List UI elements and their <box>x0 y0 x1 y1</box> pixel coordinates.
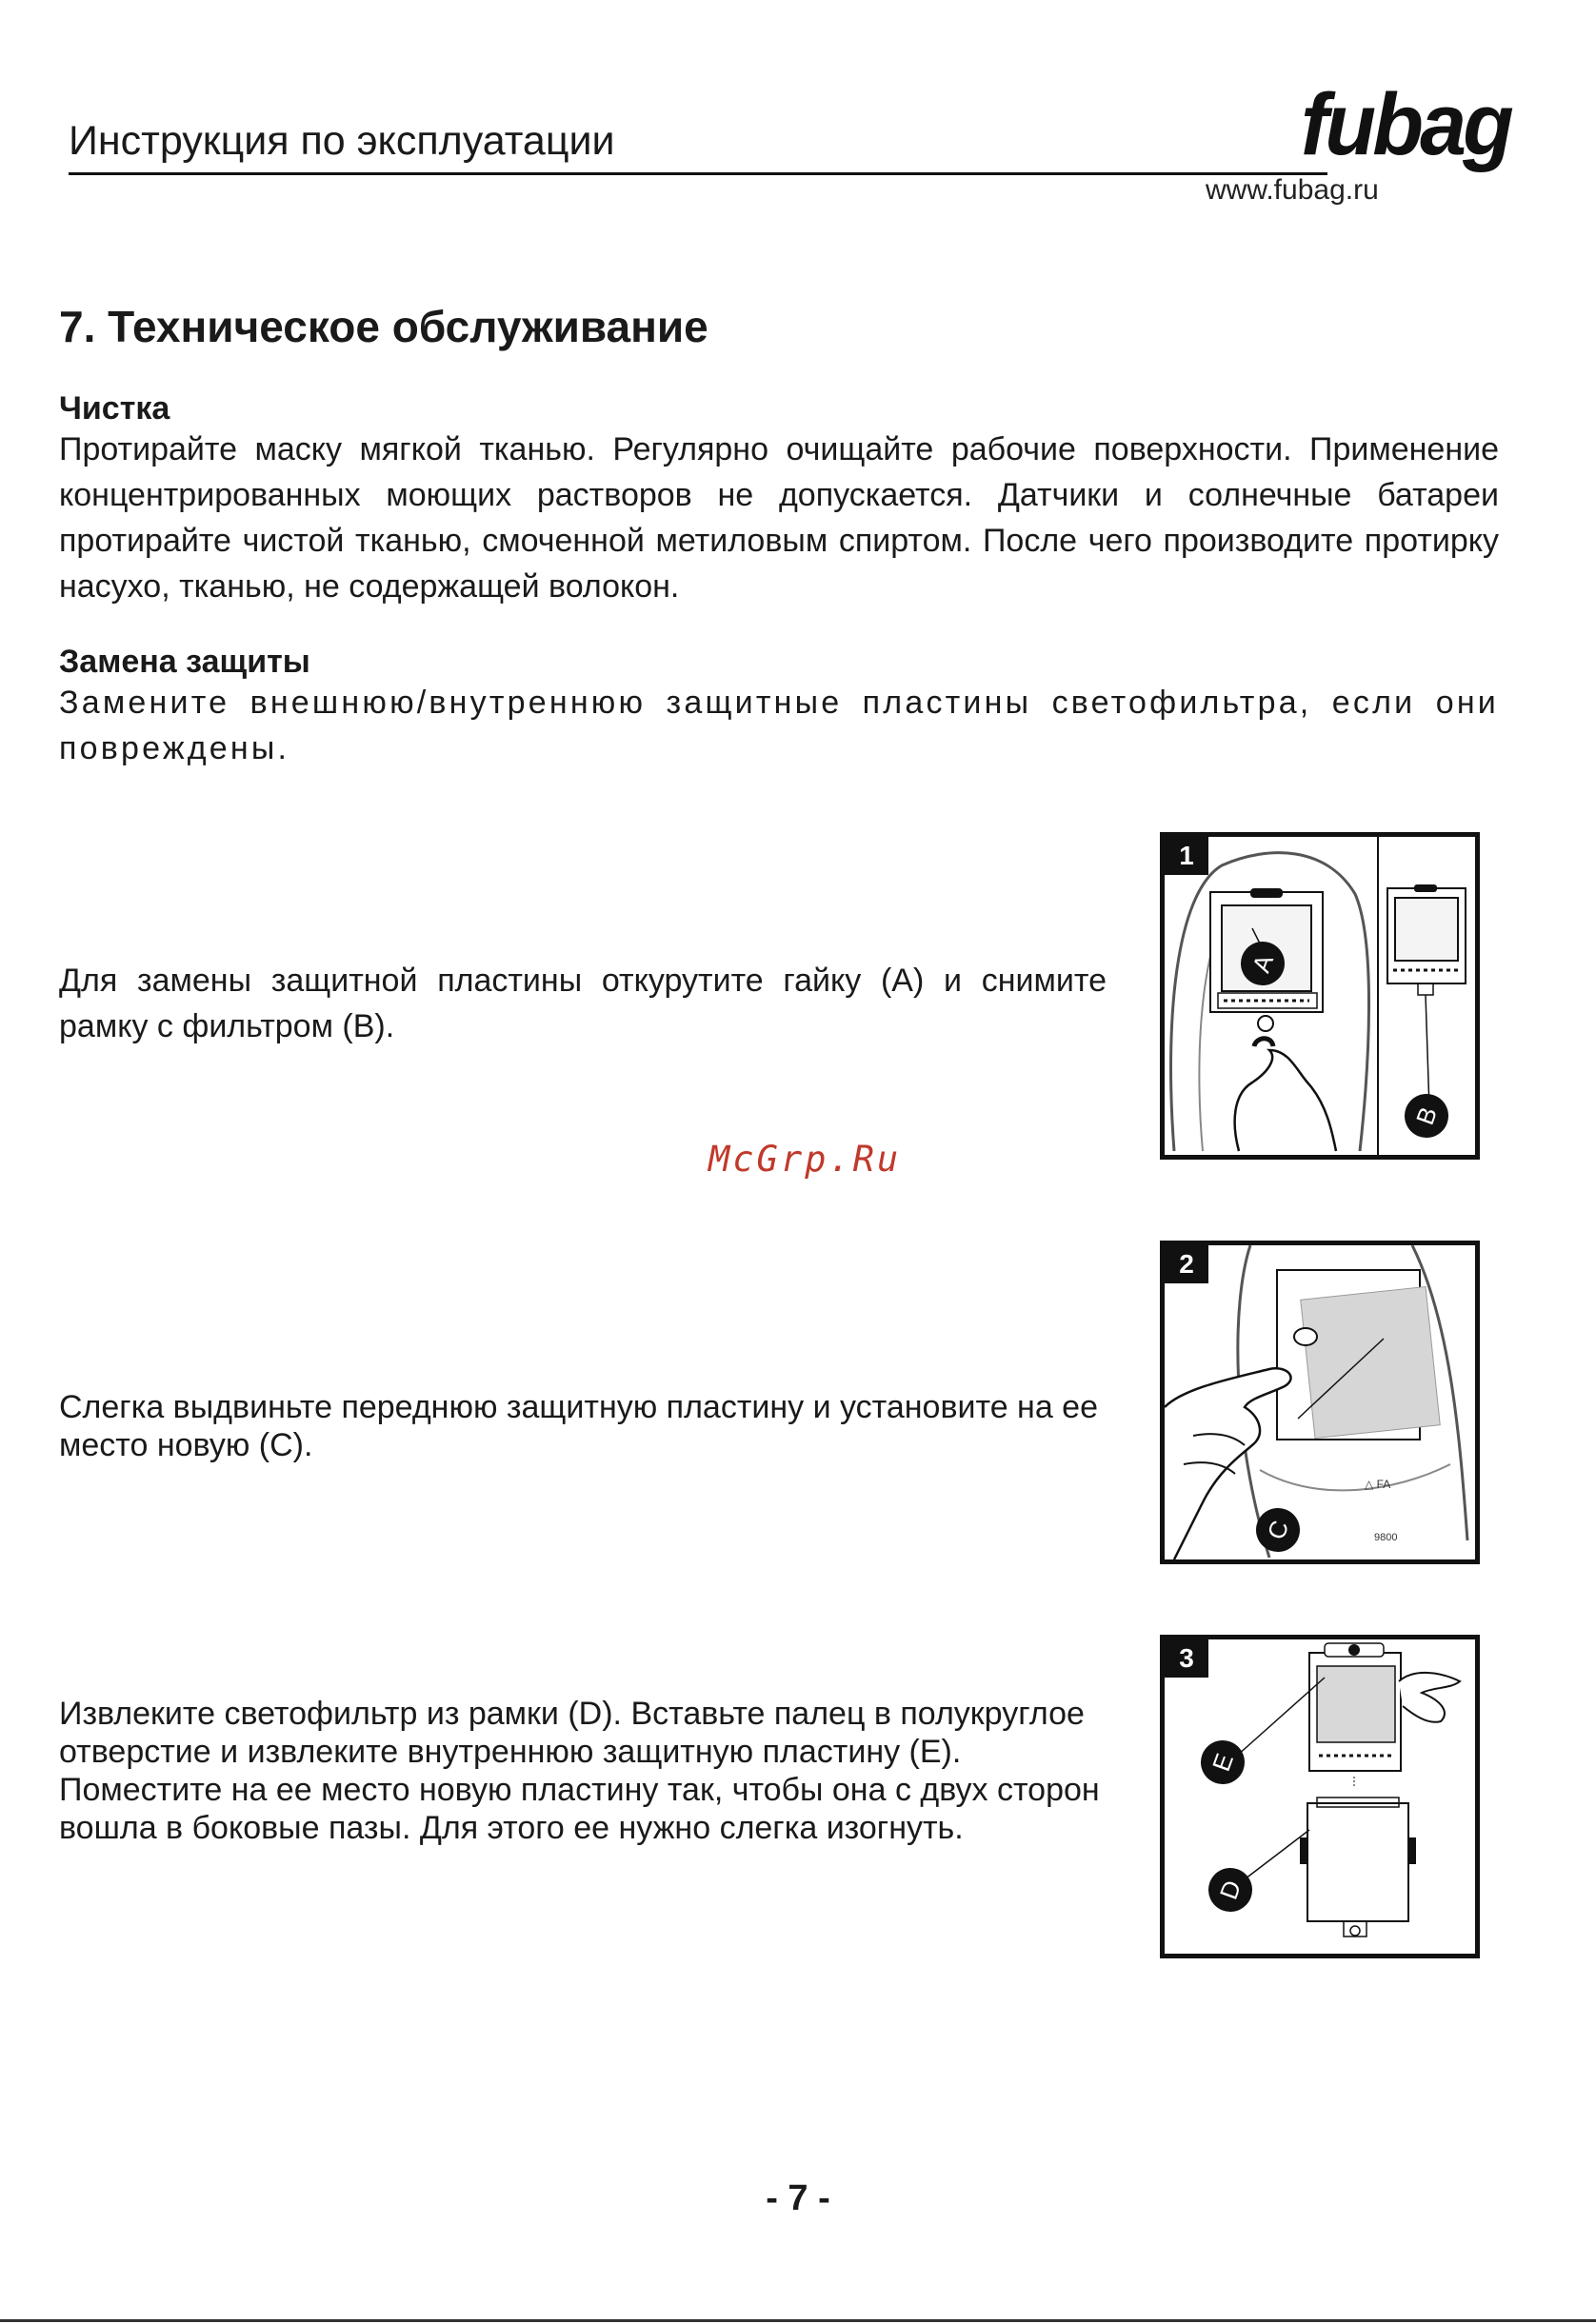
callout-b: B <box>1399 1088 1455 1144</box>
figure-2-illustration <box>1165 1245 1475 1559</box>
callout-c: C <box>1250 1502 1307 1559</box>
figure-1-number: 1 <box>1165 837 1208 875</box>
svg-text:9800: 9800 <box>1374 1532 1398 1543</box>
callout-e: E <box>1195 1735 1251 1791</box>
website-url[interactable]: www.fubag.ru <box>1206 174 1379 206</box>
replacement-heading: Замена защиты <box>59 644 310 680</box>
document-title: Инструкция по эксплуатации <box>69 118 615 164</box>
svg-text:△ FA: △ FA <box>1365 1478 1391 1491</box>
bottom-divider <box>0 2319 1596 2322</box>
svg-text:fubag: fubag <box>1301 76 1513 173</box>
step-1-text: Для замены защитной пластины откурутите гайку (A) и снимите рамку с фильтром (B). <box>59 963 1107 1044</box>
page-number: - 7 - <box>766 2178 830 2218</box>
figure-2 <box>1160 1241 1480 1564</box>
header-divider <box>69 172 1327 175</box>
cleaning-paragraph: Протирайте маску мягкой тканью. Регулярно очищайте рабочие поверхности. Применение концентрированных моющих растворов не допускается. Датчики и солнечные батареи протирайте чистой тканью, смоченной метиловым спиртом. После чего производите протирку насухо, тканью, не содержащей волокон. <box>59 431 1499 605</box>
figure-1 <box>1160 832 1480 1160</box>
figure-3-illustration <box>1165 1639 1475 1954</box>
figure-2-number: 2 <box>1165 1245 1208 1283</box>
section-title: 7. Техническое обслуживание <box>59 302 708 351</box>
figure-3-number: 3 <box>1165 1639 1208 1678</box>
callout-a: A <box>1235 936 1291 992</box>
fubag-logo <box>1297 76 1516 190</box>
step-2-text: Слегка выдвиньте переднюю защитную пластину и установите на ее место новую (C). <box>59 1389 1099 1463</box>
cleaning-heading: Чистка <box>59 390 170 427</box>
callout-d: D <box>1203 1862 1259 1918</box>
watermark: McGrp.Ru <box>708 1139 902 1180</box>
step-3-text: Извлеките светофильтр из рамки (D). Вставьте палец в полукруглое отверстие и извлеките внутреннюю защитную пластину (E). Поместите на ее место новую пластину так, чтобы она с двух сторон вошла в боковые пазы. Для этого ее нужно слегка изогнуть. <box>59 1696 1100 1846</box>
figure-3 <box>1160 1635 1480 1958</box>
replacement-paragraph: Замените внешнюю/внутреннюю защитные пластины светофильтра, если они повреждены. <box>59 685 1499 766</box>
